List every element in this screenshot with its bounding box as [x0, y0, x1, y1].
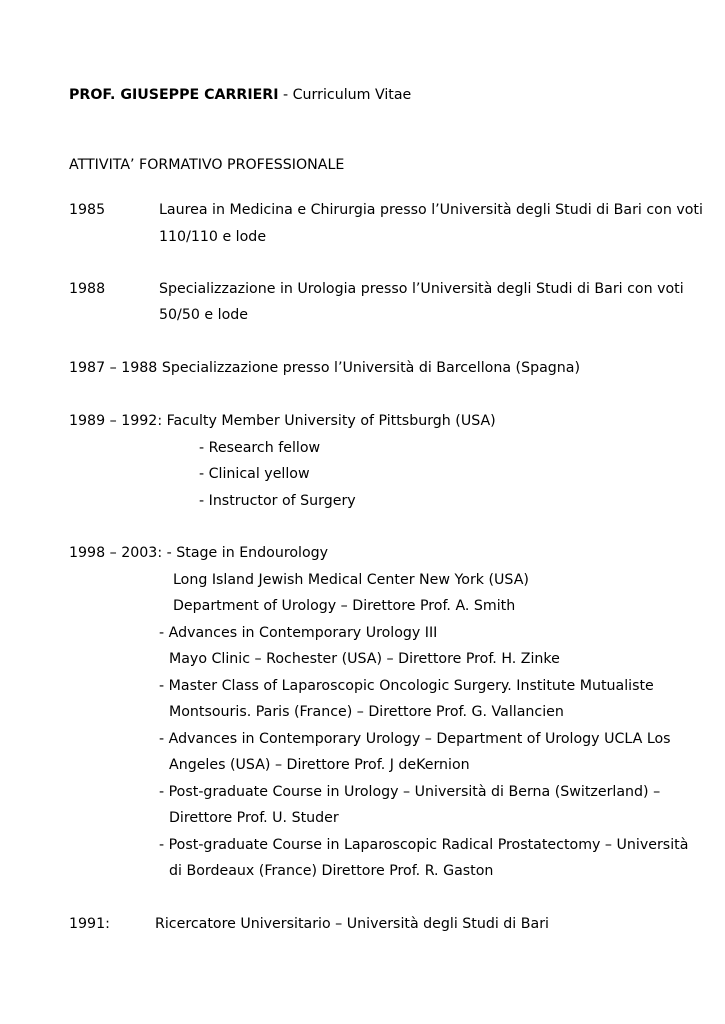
list-item: Direttore Prof. U. Studer: [169, 810, 339, 826]
entry-text: Laurea in Medicina e Chirurgia presso l’Università degli Studi di Bari con voti: [159, 202, 703, 218]
list-item: Mayo Clinic – Rochester (USA) – Direttore Prof. H. Zinke: [169, 651, 560, 667]
document-title: [69, 86, 411, 104]
list-item: - Instructor of Surgery: [199, 493, 356, 509]
author-name: PROF. GIUSEPPE CARRIERI: [69, 87, 279, 103]
entry-text: Specializzazione in Urologia presso l’Università degli Studi di Bari con voti: [159, 281, 684, 297]
list-item: Angeles (USA) – Direttore Prof. J deKernion: [169, 757, 470, 773]
entry-text: 110/110 e lode: [159, 229, 267, 245]
section-heading: ATTIVITA’ FORMATIVO PROFESSIONALE: [69, 157, 345, 173]
list-item: - Research fellow: [199, 440, 321, 456]
entry-text: 1989 – 1992: Faculty Member University of Pittsburgh (USA): [69, 413, 496, 429]
list-item: - Post-graduate Course in Laparoscopic Radical Prostatectomy – Università: [159, 837, 689, 853]
list-item: - Post-graduate Course in Urology – Università di Berna (Switzerland) –: [159, 784, 661, 800]
title-suffix: - Curriculum Vitae: [278, 87, 412, 103]
list-item: - Advances in Contemporary Urology III: [159, 625, 438, 641]
entry-year: 1985: [69, 202, 106, 218]
entry-text: 1987 – 1988 Specializzazione presso l’Università di Barcellona (Spagna): [69, 360, 580, 376]
list-item: Long Island Jewish Medical Center New York (USA): [173, 572, 529, 588]
list-item: - Clinical yellow: [199, 466, 310, 482]
list-item: Montsouris. Paris (France) – Direttore Prof. G. Vallancien: [169, 704, 564, 720]
list-item: - Advances in Contemporary Urology – Department of Urology UCLA Los: [159, 731, 671, 747]
list-item: Department of Urology – Direttore Prof. A. Smith: [173, 598, 516, 614]
entry-year: 1991:: [69, 916, 110, 932]
entry-text: Ricercatore Universitario – Università degli Studi di Bari: [155, 916, 549, 932]
entry-text: 1998 – 2003: - Stage in Endourology: [69, 545, 329, 561]
list-item: di Bordeaux (France) Direttore Prof. R. Gaston: [169, 863, 494, 879]
entry-year: 1988: [69, 281, 106, 297]
list-item: - Master Class of Laparoscopic Oncologic Surgery. Institute Mutualiste: [159, 678, 654, 694]
entry-text: 50/50 e lode: [159, 307, 248, 323]
